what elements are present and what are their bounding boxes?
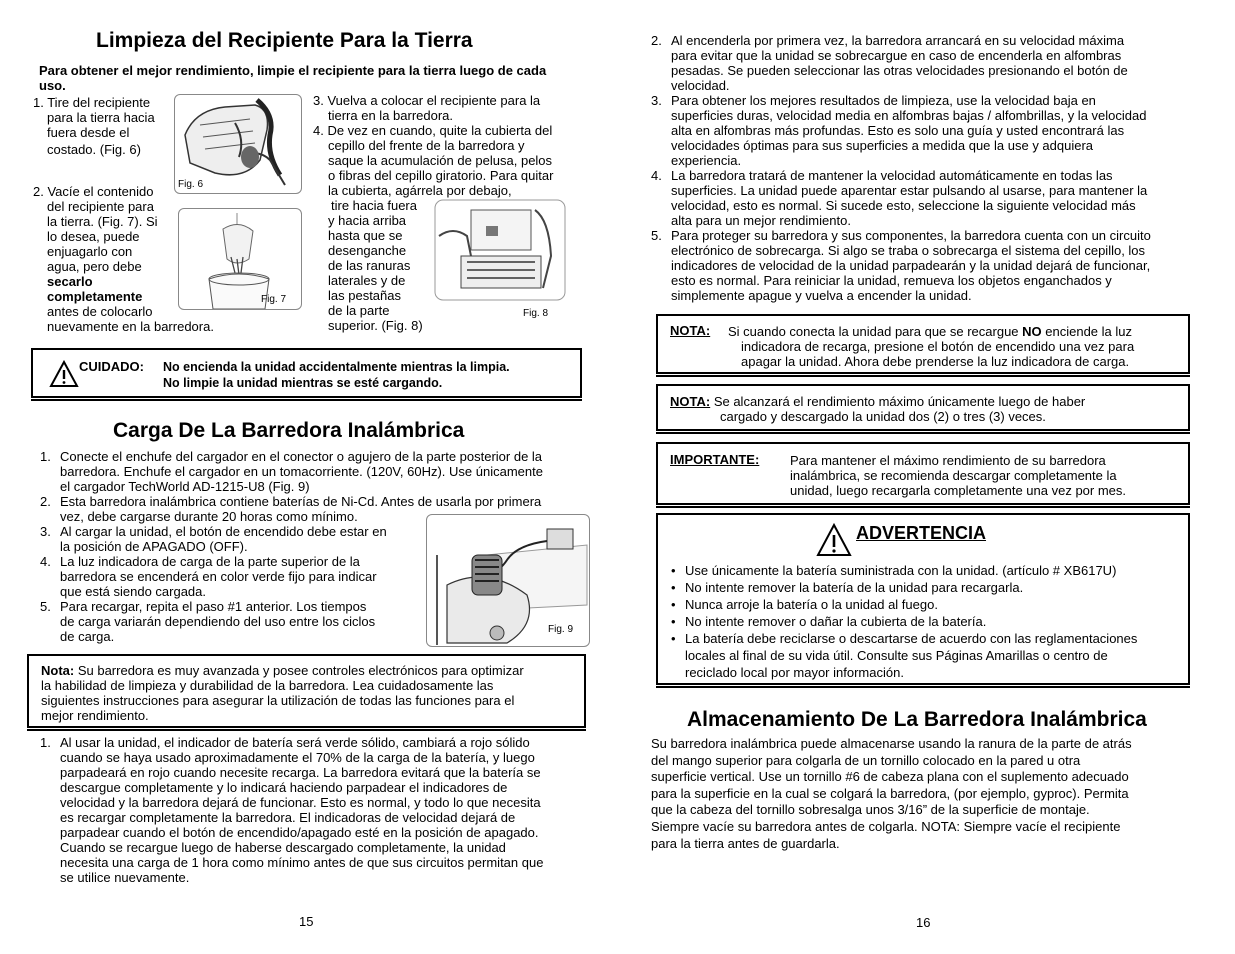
carga-item-1: 1. Conecte el enchufe del cargador en el conector o agujero de la parte posterior de la barredora. Enchufe el cargador en un tomacorriente. (120V, 60Hz). Use únicamente el cargador TechWorld AD-1215-U8 (Fig. 9)	[40, 449, 543, 494]
caution-box	[31, 348, 582, 398]
carga-item-4: 4. La luz indicadora de carga de la parte superior de la barredora se encenderá en color verde fijo para indicar que está siendo cargada.	[40, 554, 377, 599]
nota-1-pre: Si cuando conecta la unidad para que se recargue	[728, 324, 1023, 339]
advertencia-box	[656, 513, 1190, 685]
fig-7-label: Fig. 7	[261, 294, 287, 305]
fig-9-label: Fig. 9	[548, 624, 574, 635]
caution-line-1: No encienda la unidad accidentalmente mientras la limpia.	[163, 360, 510, 374]
note-line-2: la habilidad de limpieza y durabilidad de la barredora. Lea cuidadosamente las	[41, 678, 494, 693]
nota-1-label: NOTA:	[670, 323, 711, 338]
importante-box	[656, 442, 1190, 505]
importante-line-3: unidad, luego recargarla completamente una vez por mes.	[790, 483, 1127, 498]
usage-item-3: 3. Para obtener los mejores resultados de limpieza, use la velocidad baja en superficies duras, velocidad media en alfombras bajas / alfombrillas, y la velocidad alta en alfombras más profundas. Esto es solo una guía y usted encontrará las velocidades óptimas para sus superficies a medida que la use y adquiera experiencia.	[651, 93, 1147, 168]
page-number-left: 15	[299, 914, 314, 929]
advertencia-item-5: • La batería debe reciclarse o descartarse de acuerdo con las reglamentaciones locales al final de su vida útil. Consulte sus Páginas Amarillas o centro de reciclado local por mayor información.	[671, 630, 1186, 681]
fig-8-label: Fig. 8	[523, 308, 549, 319]
section-title-carga: Carga De La Barredora Inalámbrica	[113, 419, 465, 442]
section-title-limpieza: Limpieza del Recipiente Para la Tierra	[96, 29, 473, 52]
carga-item-5: 5. Para recargar, repita el paso #1 anterior. Los tiempos de carga variarán dependiendo del uso entre los ciclos de carga.	[40, 599, 376, 644]
warning-triangle-icon	[49, 360, 79, 388]
nota-1-bold: NO	[1022, 324, 1042, 339]
nota-1-line-2: indicadora de recarga, presione el botón de encendido una vez para	[741, 339, 1135, 354]
usage-item-1: 1. Al usar la unidad, el indicador de batería será verde sólido, cambiará a rojo sólido cuando se haya usado aproximadamente el 70% de la carga de la batería, y luego parpadeará en rojo cuando necesite recarga. La barredora evitará que la batería se descargue completamente y lo indicará haciendo parpadear el indicadores de velocidad y la barredora dejará de funcionar. Esto es normal, y todo lo que necesita es recargar completamente la barredora. El indicadoras de velocidad dejará de parpadear cuando el botón de encendido/apagado esté en la posición de apagado. Cuando se recargue luego de haberse descargado completamente, la unidad necesita una carga de 1 hora como mínimo antes de que sus circuitos permitan que se utilice nuevamente.	[40, 735, 544, 885]
nota-2-line-1: Se alcanzará el rendimiento máximo únicamente luego de haber	[710, 394, 1086, 409]
nota-box-1	[656, 314, 1190, 374]
advertencia-title: ADVERTENCIA	[856, 523, 987, 543]
note-line-4: mejor rendimiento.	[41, 708, 149, 723]
note-box	[27, 654, 586, 728]
advertencia-item-2: • No intente remover la batería de la unidad para recargarla.	[671, 579, 1186, 596]
nota-2-label: NOTA:	[670, 394, 711, 409]
usage-list-continued	[651, 33, 1196, 303]
storage-paragraph: Su barredora inalámbrica puede almacenarse usando la ranura de la parte de atrás del mango superior para colgarla de un tornillo colocado en la pared u otra superficie vertical. Use un tornillo #6 de cabeza plana con el suplemento adecuado para la superficie en la cual se colgará la barredora, (por ejemplo, gyproc). Permita que la cabeza del tornillo sobresalga unos 3/16” de la superficie de montaje. Siempre vacíe su barredora antes de colgarla. NOTA: Siempre vacíe el recipiente para la tierra antes de guardarla.	[651, 736, 1132, 851]
carga-usage-list	[40, 735, 595, 885]
limpieza-intro: Para obtener el mejor rendimiento, limpie el recipiente para la tierra luego de cada uso.	[39, 63, 547, 93]
nota-box-2	[656, 384, 1190, 431]
carga-list-top	[40, 449, 595, 524]
usage-item-4: 4. La barredora tratará de mantener la velocidad automáticamente en todas las superficies. La unidad puede aparentar estar pulsando al usarse, para mantener la velocidad, esto es normal. Si sucede esto, seleccione la siguiente velocidad más alta para un mejor rendimiento.	[651, 168, 1148, 228]
importante-line-2: inalámbrica, se recomienda descargar completamente la	[790, 468, 1117, 483]
note-line-3: siguientes instrucciones para asegurar la utilización de todas las funciones para el	[41, 693, 515, 708]
limpieza-step-3-4: 3. Vuelva a colocar el recipiente para la tierra en la barredora. 4. De vez en cuando, quite la cubierta del cepillo del frente de la barredora y saque la acumulación de pelusa, pelos o fibras del cepillo giratorio. Para quitar la cubierta, agárrela por debajo,	[313, 93, 554, 198]
carga-item-2: 2. Esta barredora inalámbrica contiene baterías de Ni-Cd. Antes de usarla por primera vez, debe cargarse durante 20 horas como mínimo.	[40, 494, 542, 524]
advertencia-item-3: • Nunca arroje la batería o la unidad al fuego.	[671, 596, 1186, 613]
limpieza-step-1: 1. Tire del recipiente para la tierra hacia fuera desde el costado. (Fig. 6)	[33, 95, 155, 157]
importante-label: IMPORTANTE:	[670, 452, 760, 467]
caution-label: CUIDADO:	[79, 359, 144, 374]
figure-6	[174, 94, 302, 194]
advertencia-item-4: • No intente remover o dañar la cubierta de la batería.	[671, 613, 1186, 630]
advertencia-item-1: • Use únicamente la batería suministrada con la unidad. (artículo # XB617U)	[671, 562, 1186, 579]
nota-1-post: enciende la luz	[1041, 324, 1132, 339]
section-title-almacenamiento: Almacenamiento De La Barredora Inalámbrica	[687, 708, 1147, 731]
usage-item-2: 2. Al encenderla por primera vez, la barredora arrancará en su velocidad máxima para evitar que la unidad se sobrecargue en caso de encenderla en alfombras pesadas. Se pueden seleccionar las otras velocidades presionando el botón de velocidad.	[651, 33, 1128, 93]
note-label: Nota:	[41, 663, 75, 678]
fig-6-label: Fig. 6	[178, 179, 204, 190]
nota-1-line-3: apagar la unidad. Ahora debe prenderse la luz indicadora de carga.	[741, 354, 1130, 369]
page-number-right: 16	[916, 915, 931, 930]
nota-2-line-2: cargado y descargado la unidad dos (2) o tres (3) veces.	[720, 409, 1046, 424]
carga-list-bottom	[40, 524, 430, 644]
limpieza-step-4-continued: tire hacia fuera y hacia arriba hasta que se desenganche de las ranuras laterales y de las pestañas de la parte superior. (Fig. 8)	[328, 198, 423, 333]
figure-9	[426, 514, 590, 647]
carga-item-3: 3. Al cargar la unidad, el botón de encendido debe estar en la posición de APAGADO (OFF).	[40, 524, 387, 554]
limpieza-step-2: 2. Vacíe el contenido del recipiente para la tierra. (Fig. 7). Si lo desea, puede enjuagarlo con agua, pero debe secarlo completamente antes de colocarlo nuevamente en la barredora.	[33, 184, 214, 334]
figure-7	[178, 208, 302, 310]
warning-triangle-icon	[816, 523, 852, 557]
usage-item-5: 5. Para proteger su barredora y sus componentes, la barredora cuenta con un circuito electrónico de sobrecarga. Si algo se traba o sobrecarga el sistema del cepillo, los indicadores de velocidad de la unidad parpadearán y la unidad dejará de funcionar, esto es normal. Para reiniciar la unidad, remueva los objetos enganchados y simplemente apague y vuelva a encender la unidad.	[651, 228, 1151, 303]
importante-line-1: Para mantener el máximo rendimiento de su barredora	[790, 453, 1106, 468]
figure-8	[431, 196, 569, 324]
caution-line-2: No limpie la unidad mientras se esté cargando.	[163, 376, 443, 390]
note-line-1: Su barredora es muy avanzada y posee controles electrónicos para optimizar	[74, 663, 524, 678]
